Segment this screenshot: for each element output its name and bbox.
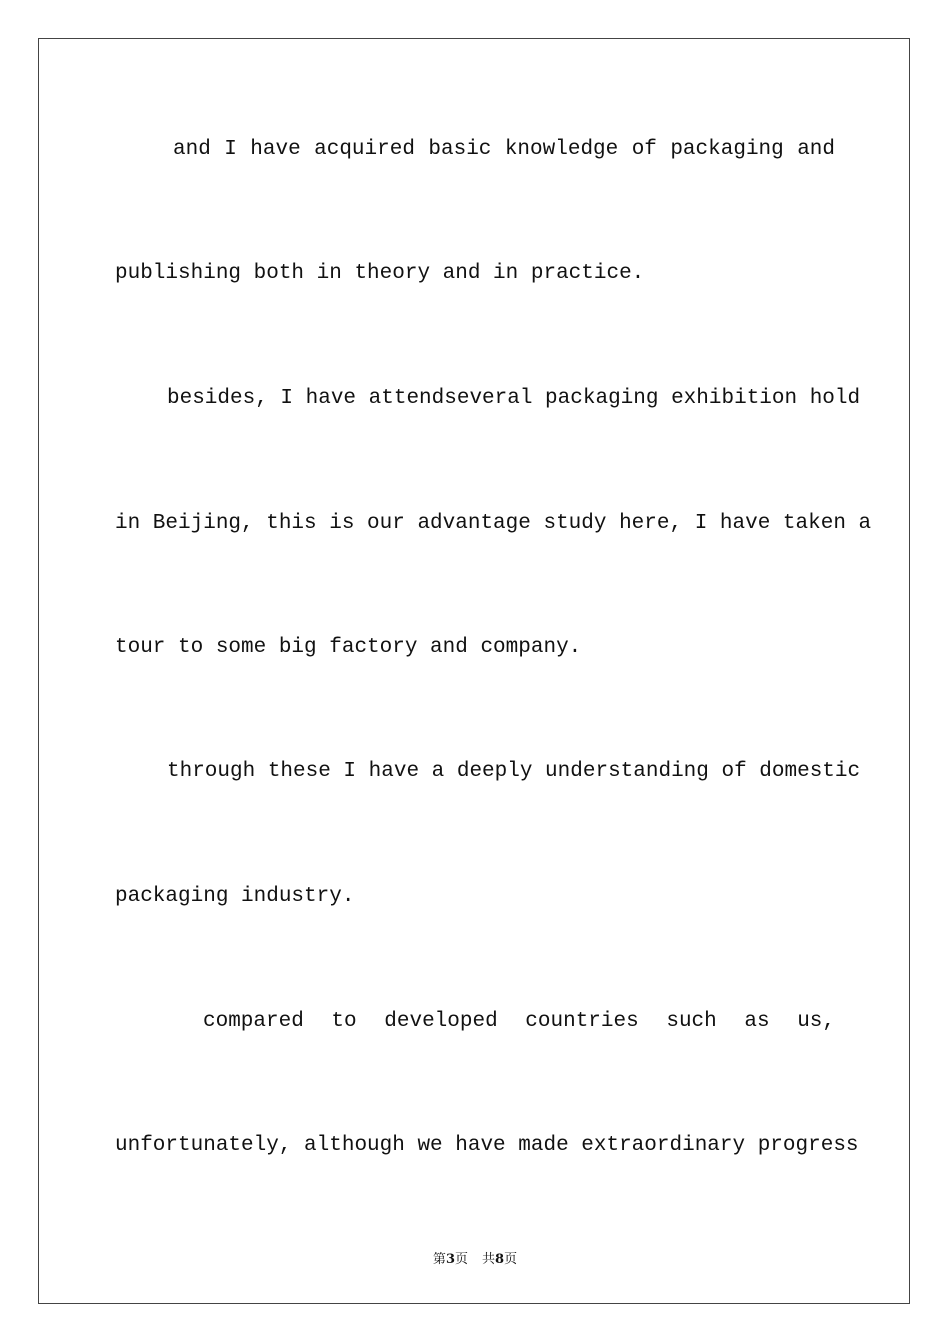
text-line-6: through these I have a deeply understanding of domestic (167, 760, 861, 783)
page-frame (38, 38, 910, 1304)
total-suffix: 页 (504, 1252, 518, 1267)
page-suffix: 页 (454, 1252, 468, 1267)
total-page-count: 8 (495, 1252, 505, 1267)
page-prefix: 第 (432, 1252, 446, 1267)
text-line-4: in Beijing, this is our advantage study here, I have taken a (115, 512, 872, 535)
text-line-3: besides, I have attendseveral packaging exhibition hold (167, 387, 861, 410)
text-line-8: compared to developed countries such as us, (203, 1010, 835, 1033)
text-line-7: packaging industry. (115, 885, 355, 908)
current-page-number: 3 (445, 1252, 455, 1267)
text-line-5: tour to some big factory and company. (115, 636, 582, 659)
text-line-1: and I have acquired basic knowledge of packaging and (173, 138, 835, 161)
page-number-footer (0, 1248, 950, 1267)
total-prefix: 共 (482, 1252, 496, 1267)
text-line-9: unfortunately, although we have made extraordinary progress (115, 1134, 859, 1157)
text-line-2: publishing both in theory and in practice. (115, 262, 645, 285)
